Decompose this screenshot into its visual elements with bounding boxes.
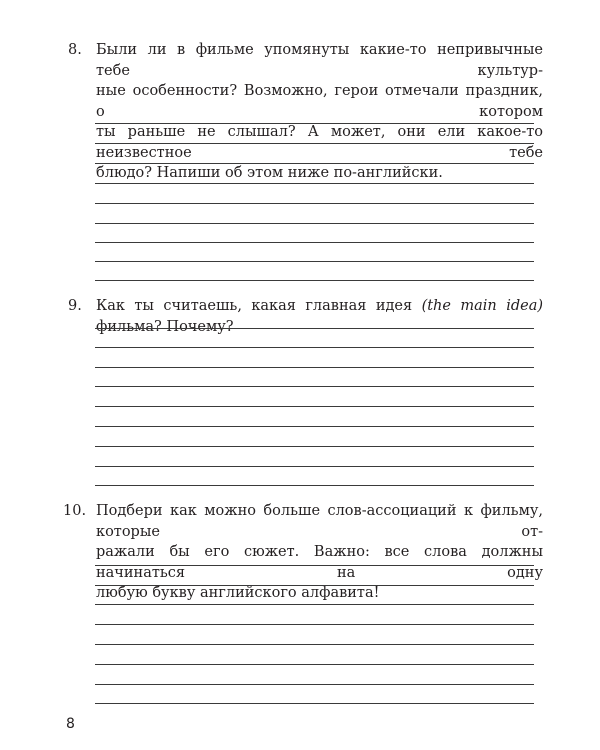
answer-line[interactable]: [95, 386, 534, 387]
question-number: 9.: [68, 298, 82, 314]
answer-line[interactable]: [95, 203, 534, 204]
answer-line[interactable]: [95, 664, 534, 665]
page-number: 8: [66, 716, 75, 732]
answer-line[interactable]: [95, 466, 534, 467]
answer-line[interactable]: [95, 406, 534, 407]
question-text: [96, 40, 543, 184]
answer-line[interactable]: [95, 565, 534, 566]
answer-line[interactable]: [95, 280, 534, 281]
question-text: [96, 296, 543, 337]
question-text-line: любую букву английского алфавита!: [96, 585, 380, 601]
question-text-line: ные особенности? Возможно, герои отмечали праздник, о котором: [96, 83, 543, 120]
answer-line[interactable]: [95, 143, 534, 144]
answer-line[interactable]: [95, 347, 534, 348]
answer-line[interactable]: [95, 446, 534, 447]
answer-line[interactable]: [95, 624, 534, 625]
question-text-italic: (the main idea): [421, 298, 543, 314]
answer-line[interactable]: [95, 485, 534, 486]
answer-line[interactable]: [95, 684, 534, 685]
question-9: [68, 296, 543, 337]
answer-line[interactable]: [95, 585, 534, 586]
question-text-part: Как ты считаешь, какая главная идея: [96, 298, 422, 314]
answer-line[interactable]: [95, 604, 534, 605]
question-10: [63, 501, 543, 604]
question-text-line: Подбери как можно больше слов-ассоциаций к фильму, которые от-: [96, 503, 543, 540]
question-text-line: ражали бы его сюжет. Важно: все слова должны начинаться на одну: [96, 544, 543, 581]
answer-line[interactable]: [95, 183, 534, 184]
question-number: 8.: [68, 42, 82, 58]
answer-line[interactable]: [95, 242, 534, 243]
question-number: 10.: [63, 503, 87, 519]
answer-line[interactable]: [95, 123, 534, 124]
question-text-line: Были ли в фильме упомянуты какие-то непривычные тебе культур-: [96, 42, 543, 79]
question-8: [68, 40, 543, 184]
answer-line[interactable]: [95, 163, 534, 164]
answer-line[interactable]: [95, 223, 534, 224]
answer-line[interactable]: [95, 261, 534, 262]
answer-line[interactable]: [95, 426, 534, 427]
answer-line[interactable]: [95, 703, 534, 704]
answer-line[interactable]: [95, 367, 534, 368]
question-text-line: ты раньше не слышал? А может, они ели какое-то неизвестное тебе: [96, 124, 543, 161]
answer-line[interactable]: [95, 644, 534, 645]
question-text: [96, 501, 543, 604]
question-text-part: фильма? Почему?: [96, 318, 234, 335]
answer-line[interactable]: [95, 328, 534, 329]
question-text-line: блюдо? Напиши об этом ниже по-английски.: [96, 165, 443, 181]
